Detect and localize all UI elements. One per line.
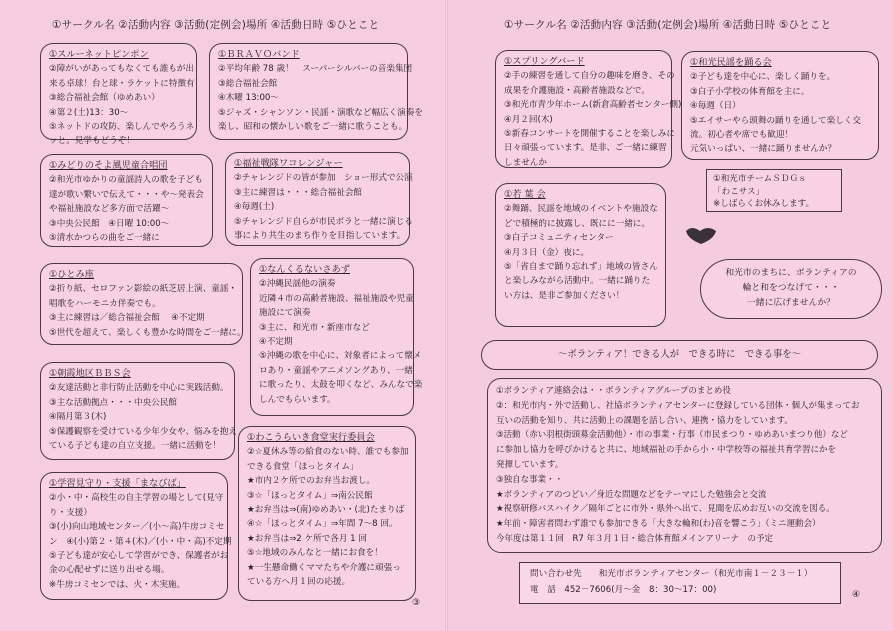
text-line: 発揮しています。 bbox=[496, 459, 564, 470]
circle-box-nankurunaisa bbox=[250, 258, 423, 416]
circle-box-wakorenjer bbox=[225, 152, 413, 246]
text-line: ②折り紙、セロファン影絵の紙芝居上演、童謡・ bbox=[49, 284, 238, 295]
text-line: ①朝霞地区ＢＢＳ会 bbox=[49, 368, 131, 379]
hands-heart-icon bbox=[684, 223, 718, 245]
text-line: ②☆夏休み等の給食のない時、誰でも参加 bbox=[247, 447, 409, 458]
text-line: と楽しみながら活動中。一緒に踊りた bbox=[504, 276, 651, 287]
text-line: ⑤チャレンジド自らが市民ボラと一緒に演じる bbox=[234, 216, 413, 227]
text-line: ④月２回(木) bbox=[504, 114, 553, 125]
circle-box-manabiba bbox=[40, 472, 232, 600]
text-line: ②小・中・高校生の自主学習の場として(見守 bbox=[49, 493, 224, 504]
text-line: ③主に、和光市・新座市など bbox=[259, 322, 370, 333]
text-line: ⑤子ども達が安心して学習ができ、保護者がお bbox=[49, 551, 229, 562]
text-line: 唱歌をハーモニカ伴奏でも。 bbox=[49, 298, 161, 309]
right-page-header: ①サークル名 ②活動内容 ③活動(定例会)場所 ④活動日時 ⑤ひとこと bbox=[504, 19, 832, 31]
circle-box-bbs bbox=[40, 362, 238, 460]
text-line: ン ④(小)第２・第４(木)／(小・中・高)不定期 bbox=[49, 536, 232, 547]
text-line: ている方へ月１回の応援。 bbox=[247, 577, 351, 588]
text-line: 電 話 452－7606(月～金 8：30～17：00) bbox=[530, 585, 717, 595]
text-line: ①ＢＲＡＶＯバンド bbox=[218, 49, 300, 60]
text-line: ②平均年齢 78 歳！ スーパーシルバーの音楽集団 bbox=[218, 64, 413, 75]
circle-box-wakaba bbox=[495, 183, 666, 327]
text-line: ⑤新春コンサートを開催することを楽しみに bbox=[504, 129, 675, 140]
text-line: ①ひとみ座 bbox=[49, 269, 94, 280]
text-line: 互いの活動を知り、共に活動上の課題を話し合い、連携・協力をしています。 bbox=[496, 415, 793, 426]
text-line: どで積極的に披露し、既にに一緒に。 bbox=[504, 218, 651, 229]
text-line: 一緒に広げませんか？ bbox=[747, 298, 835, 308]
text-line: 近隣４市の高齢者施設、福祉施設や児童 bbox=[259, 293, 414, 304]
text-line: ③総合福祉会館（ゆめあい） bbox=[49, 93, 160, 104]
text-line: ⑤世代を超えて、楽しくも豊かな時間をご一緒に。 bbox=[49, 327, 246, 338]
text-line: ③主な活動拠点・・・中央公民館 bbox=[49, 397, 178, 408]
text-line: ②和光市ゆかりの童謡詩人の歌を子ども bbox=[49, 175, 203, 186]
sdgs-notice bbox=[706, 169, 842, 212]
text-line: ⑤☆地域のみんなと一緒にお食を！ bbox=[247, 548, 383, 559]
text-line: ①みどりのそよ風児童合唱団 bbox=[49, 160, 168, 171]
text-line: 日々頑張っています。是非、ご一緒に練習 bbox=[504, 143, 667, 154]
liaison-council-box bbox=[487, 378, 882, 553]
text-line: ③白子コミュニティセンター bbox=[504, 233, 614, 244]
circle-box-hitomiza bbox=[40, 263, 246, 345]
text-line: ③総合福祉会館 bbox=[218, 78, 278, 89]
text-line: しませんか bbox=[504, 157, 547, 168]
circle-box-kitchen bbox=[238, 426, 416, 601]
left-page-header: ①サークル名 ②活動内容 ③活動(定例会)場所 ④活動日時 ⑤ひとこと bbox=[52, 19, 380, 31]
text-line: ②チャレンジドの皆が参加 ショー形式で公演 bbox=[234, 173, 413, 184]
text-line: ①ボランティア連絡会は・・ボランティアグループのまとめ役 bbox=[496, 386, 731, 396]
text-line: 「わこサス」 bbox=[713, 186, 765, 197]
text-line: ⑤ネットドの攻防、楽しんでやろうネ bbox=[49, 122, 195, 133]
text-line: ④☆「ほっとタイム」⇒年間 7～8 回。 bbox=[247, 519, 398, 530]
text-line: しんでもらいます。 bbox=[259, 394, 336, 405]
text-line: ③☆「ほっとタイム」⇒南公民館 bbox=[247, 490, 373, 501]
text-line: ⑤清水かつらの曲をご一緒に bbox=[49, 233, 160, 244]
text-line: ②子ども達を中心に、楽しく踊りを。 bbox=[690, 72, 836, 83]
text-line: ①学習見守り・支援「まなびば」 bbox=[49, 478, 186, 489]
text-line: や福祉施設など多方面で活躍～ bbox=[49, 204, 170, 215]
text-line: ①若 葉 会 bbox=[504, 189, 546, 200]
text-line: り・支援） bbox=[49, 507, 92, 518]
right-page-number: ④ bbox=[852, 590, 861, 600]
circle-box-minyo-dance bbox=[681, 51, 879, 160]
text-line: ④不定期 bbox=[259, 337, 293, 348]
text-line: 輪と和をつなげて・・・ bbox=[742, 283, 840, 293]
text-line: に参加し協力を呼びかけると共に、地域福祉の手から小・中学校等の福祉共育学習にかを bbox=[496, 445, 837, 456]
text-line: ③(小)向山地域センター／(小～高)牛房コミセ bbox=[49, 522, 225, 533]
text-line: ⑤沖縄の歌を中心に、対象者によって懐メ bbox=[259, 351, 422, 362]
circle-box-pingpong bbox=[40, 43, 197, 147]
text-line: ④月３日（金）夜に。 bbox=[504, 247, 590, 258]
text-line: ②舞踊、民謡を地域のイベントや施設な bbox=[504, 204, 658, 215]
contact-box bbox=[519, 562, 841, 604]
circle-box-choir bbox=[40, 154, 213, 247]
text-line: ②：和光市内・外で活動し、社協ボランティアセンターに登録している団体・個人が集まってお bbox=[496, 400, 860, 411]
text-line: ①わこうらいき食堂実行委員会 bbox=[247, 432, 375, 443]
text-line: ④第２(土)13：30～ bbox=[49, 107, 129, 118]
circle-box-bravo-band bbox=[209, 43, 424, 140]
text-line: ④木曜 13:00～ bbox=[218, 93, 279, 104]
text-line: ①スプリングバード bbox=[504, 56, 585, 67]
page-fold bbox=[445, 0, 448, 631]
text-line: ★お弁当は⇒(南)ゆめあい・(北)たまりば bbox=[247, 505, 405, 516]
text-line: ④毎週（日） bbox=[690, 101, 741, 112]
text-line: ④隔月第３(木) bbox=[49, 412, 107, 423]
text-line: ②障がいがあってもなくても誰もが出 bbox=[49, 64, 195, 75]
text-line: ⑤「省自まで踊り忘れず」地域の皆さん bbox=[504, 262, 658, 273]
text-line: ッと。見学もどうぞ！ bbox=[49, 136, 135, 147]
circle-box-springbird bbox=[495, 50, 682, 168]
text-line: ②手の練習を通して自分の趣味を磨き、その bbox=[504, 71, 675, 82]
text-line: ③主に練習は・・・総合福祉会館 bbox=[234, 187, 363, 198]
text-line: ③独自な事業・・ bbox=[496, 474, 564, 485]
text-line: ★お弁当は⇒2 ケ所で各月 1 回 bbox=[247, 533, 367, 544]
text-line: ①和光民謡を踊る会 bbox=[690, 57, 772, 68]
text-line: ①和光市チームＳＤＧｓ bbox=[713, 174, 807, 184]
text-line: に歌ったり、太鼓を叩くなど、みんなで楽 bbox=[259, 380, 423, 391]
text-line: 金の心配せずに送り出せる場。 bbox=[49, 565, 170, 576]
text-line: ★年前・障害者問わず誰でも参加できる「大きな輪和(わ)音を響こう」（ミニ運動会） bbox=[496, 519, 821, 530]
text-line: 来る卓球！台と球・ラケットに特徴有 bbox=[49, 78, 195, 89]
text-line: 施設にて演奏 bbox=[259, 308, 311, 319]
text-line: 事により共生のまち作りを目指しています。 bbox=[234, 231, 406, 242]
text-line: 流。初心者や席でも歓迎！ bbox=[690, 130, 794, 141]
text-line: ロあり・童謡やアニメソングあり、一緒 bbox=[259, 365, 413, 376]
text-line: ①福祉戦隊ワコレンジャー bbox=[234, 158, 343, 169]
text-line: ※しばらくお休みします。 bbox=[713, 199, 815, 209]
text-line: ★視察研修バスハイク／隔年ごとに市外・県外へ出て、見聞を広めお互いの交流を図る。 bbox=[496, 504, 835, 515]
text-line: ③白子小学校の体育館を主に。 bbox=[690, 86, 810, 97]
text-line: ①なんくるないさあず bbox=[259, 264, 350, 275]
text-line: ③主に練習は／総合福祉会館 ④不定期 bbox=[49, 313, 205, 324]
text-line: ★一生懸命働くママたちや介護に頑張っ bbox=[247, 562, 401, 573]
text-line: ②沖縄民謡他の演奏 bbox=[259, 279, 336, 290]
text-line: 楽し、昭和の懐かしい歌をご一緒に歌うことも。 bbox=[218, 122, 408, 133]
text-line: ④毎週(土) bbox=[234, 202, 275, 213]
slogan-banner: ～ボランティア！できる人が できる時に できる事を～ bbox=[481, 340, 878, 370]
text-line: 達が歌い繋いで伝えて・・・や～発表会 bbox=[49, 189, 204, 200]
call-to-action-bubble bbox=[700, 259, 882, 319]
text-line: できる食堂「ほっとタイム」 bbox=[247, 461, 359, 472]
text-line: ている子ども達の自立支援。一緒に活動を！ bbox=[49, 441, 221, 452]
text-line: ③中央公民館 ④日曜 10:00～ bbox=[49, 218, 170, 229]
text-line: ③和光市青少年ホーム(新倉高齢者センター側) bbox=[504, 100, 682, 111]
text-line: ★市内２ケ所でのお弁当お渡し。 bbox=[247, 476, 376, 487]
text-line: ※牛房コミセンでは、火・木実施。 bbox=[49, 579, 186, 590]
text-line: 元気いっぱい、一緒に踊りませんか？ bbox=[690, 144, 837, 155]
text-line: ①スルーネットピンポン bbox=[49, 49, 149, 60]
text-line: 今年度は第１１回 R7 年３月１日・総合体育館メインアリーナ の予定 bbox=[496, 533, 774, 544]
text-line: 和光市のまちに、ボランティアの bbox=[725, 268, 857, 278]
text-line: ③活動（赤い羽根街頭募金活動他）・市の事業・行事（市民まつり・ゆめあいまつり他）など bbox=[496, 430, 848, 441]
text-line: 成果を介護施設・高齢者施設などで。 bbox=[504, 85, 650, 96]
left-page-number: ③ bbox=[412, 598, 421, 608]
text-line: い方は、是非ご参加ください！ bbox=[504, 290, 625, 301]
text-line: ★ボランティアのつどい／身近な問題などをテーマにした勉強会と交流 bbox=[496, 489, 767, 500]
text-line: ⑤保護観察を受けている少年少女や、悩みを抱え bbox=[49, 426, 238, 437]
text-line: ⑤ジャズ・シャンソン・民謡・演歌など幅広く演奏を bbox=[218, 107, 424, 118]
text-line: 問い合わせ先 和光市ボランティアセンター（和光市南１－２３－１） bbox=[530, 569, 813, 579]
text-line: ②友達活動と非行防止活動を中心に実践活動。 bbox=[49, 383, 229, 394]
text-line: ⑤エイサーやら頭舞の踊りを通して楽しく交 bbox=[690, 115, 861, 126]
